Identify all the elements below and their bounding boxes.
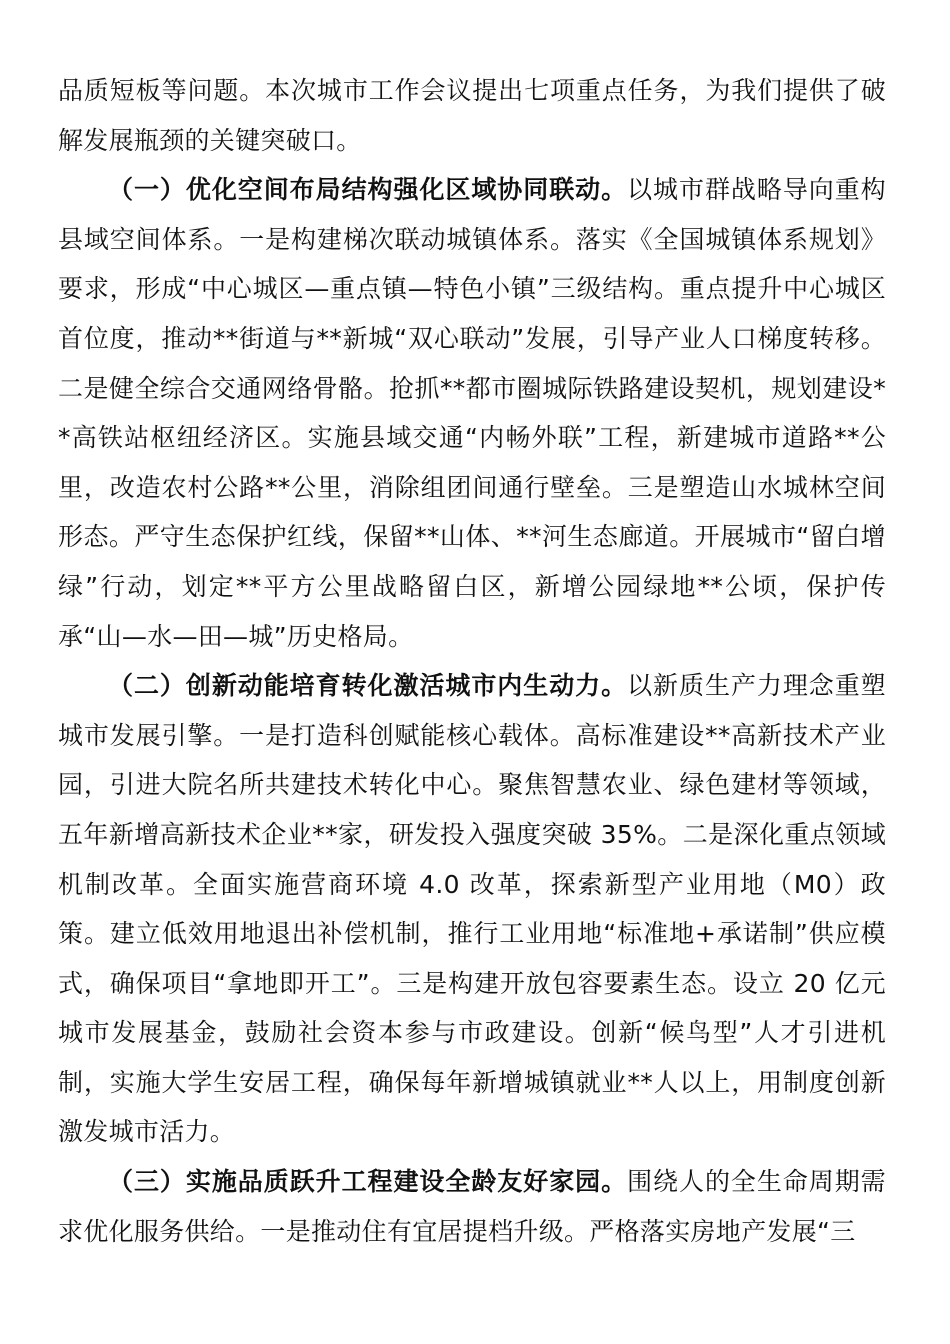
paragraph-body: 以城市群战略导向重构县域空间体系。一是构建梯次联动城镇体系。落实《全国城镇体系规划》要求，形成“中心城区—重点镇—特色小镇”三级结构。重点提升中心城区首位度，推动**街道与**新城“双心联动”发展，引导产业人口梯度转移。二是健全综合交通网络骨骼。抢抓**都市圈城际铁路建设契机，规划建设**高铁站枢纽经济区。实施县域交通“内畅外联”工程，新建城市道路**公里，改造农村公路**公里，消除组团间通行壁垒。三是塑造山水城林空间形态。严守生态保护红线，保留**山体、**河生态廊道。开展城市“留白增绿”行动，划定**平方公里战略留白区，新增公园绿地**公顷，保护传承“山—水—田—城”历史格局。 — [58, 175, 886, 651]
paragraph-section-3 — [58, 1157, 886, 1256]
paragraph-section-1 — [58, 165, 886, 661]
paragraph-body: 围绕人的全生命周期需求优化服务供给。一是推动住有宜居提档升级。严格落实房地产发展“三 — [58, 1167, 886, 1246]
section-heading: （一）优化空间布局结构强化区域协同联动。 — [108, 175, 628, 205]
paragraph-section-2 — [58, 661, 886, 1157]
paragraph-body: 品质短板等问题。本次城市工作会议提出七项重点任务，为我们提供了破解发展瓶颈的关键突破口。 — [58, 76, 886, 155]
section-heading: （二）创新动能培育转化激活城市内生动力。 — [108, 671, 628, 701]
document-page — [58, 66, 886, 1256]
paragraph-body: 以新质生产力理念重塑城市发展引擎。一是打造科创赋能核心载体。高标准建设**高新技术产业园，引进大院名所共建技术转化中心。聚焦智慧农业、绿色建材等领域，五年新增高新技术企业**家，研发投入强度突破 35%。二是深化重点领域机制改革。全面实施营商环境 4.0 改革，探索新型产业用地（M0）政策。建立低效用地退出补偿机制，推行工业用地“标准地+承诺制”供应模式，确保项目“拿地即开工”。三是构建开放包容要素生态。设立 20 亿元城市发展基金，鼓励社会资本参与市政建设。创新“候鸟型”人才引进机制，实施大学生安居工程，确保每年新增城镇就业**人以上，用制度创新激发城市活力。 — [58, 671, 886, 1147]
section-heading: （三）实施品质跃升工程建设全龄友好家园。 — [108, 1167, 628, 1197]
paragraph-continuation — [58, 66, 886, 165]
